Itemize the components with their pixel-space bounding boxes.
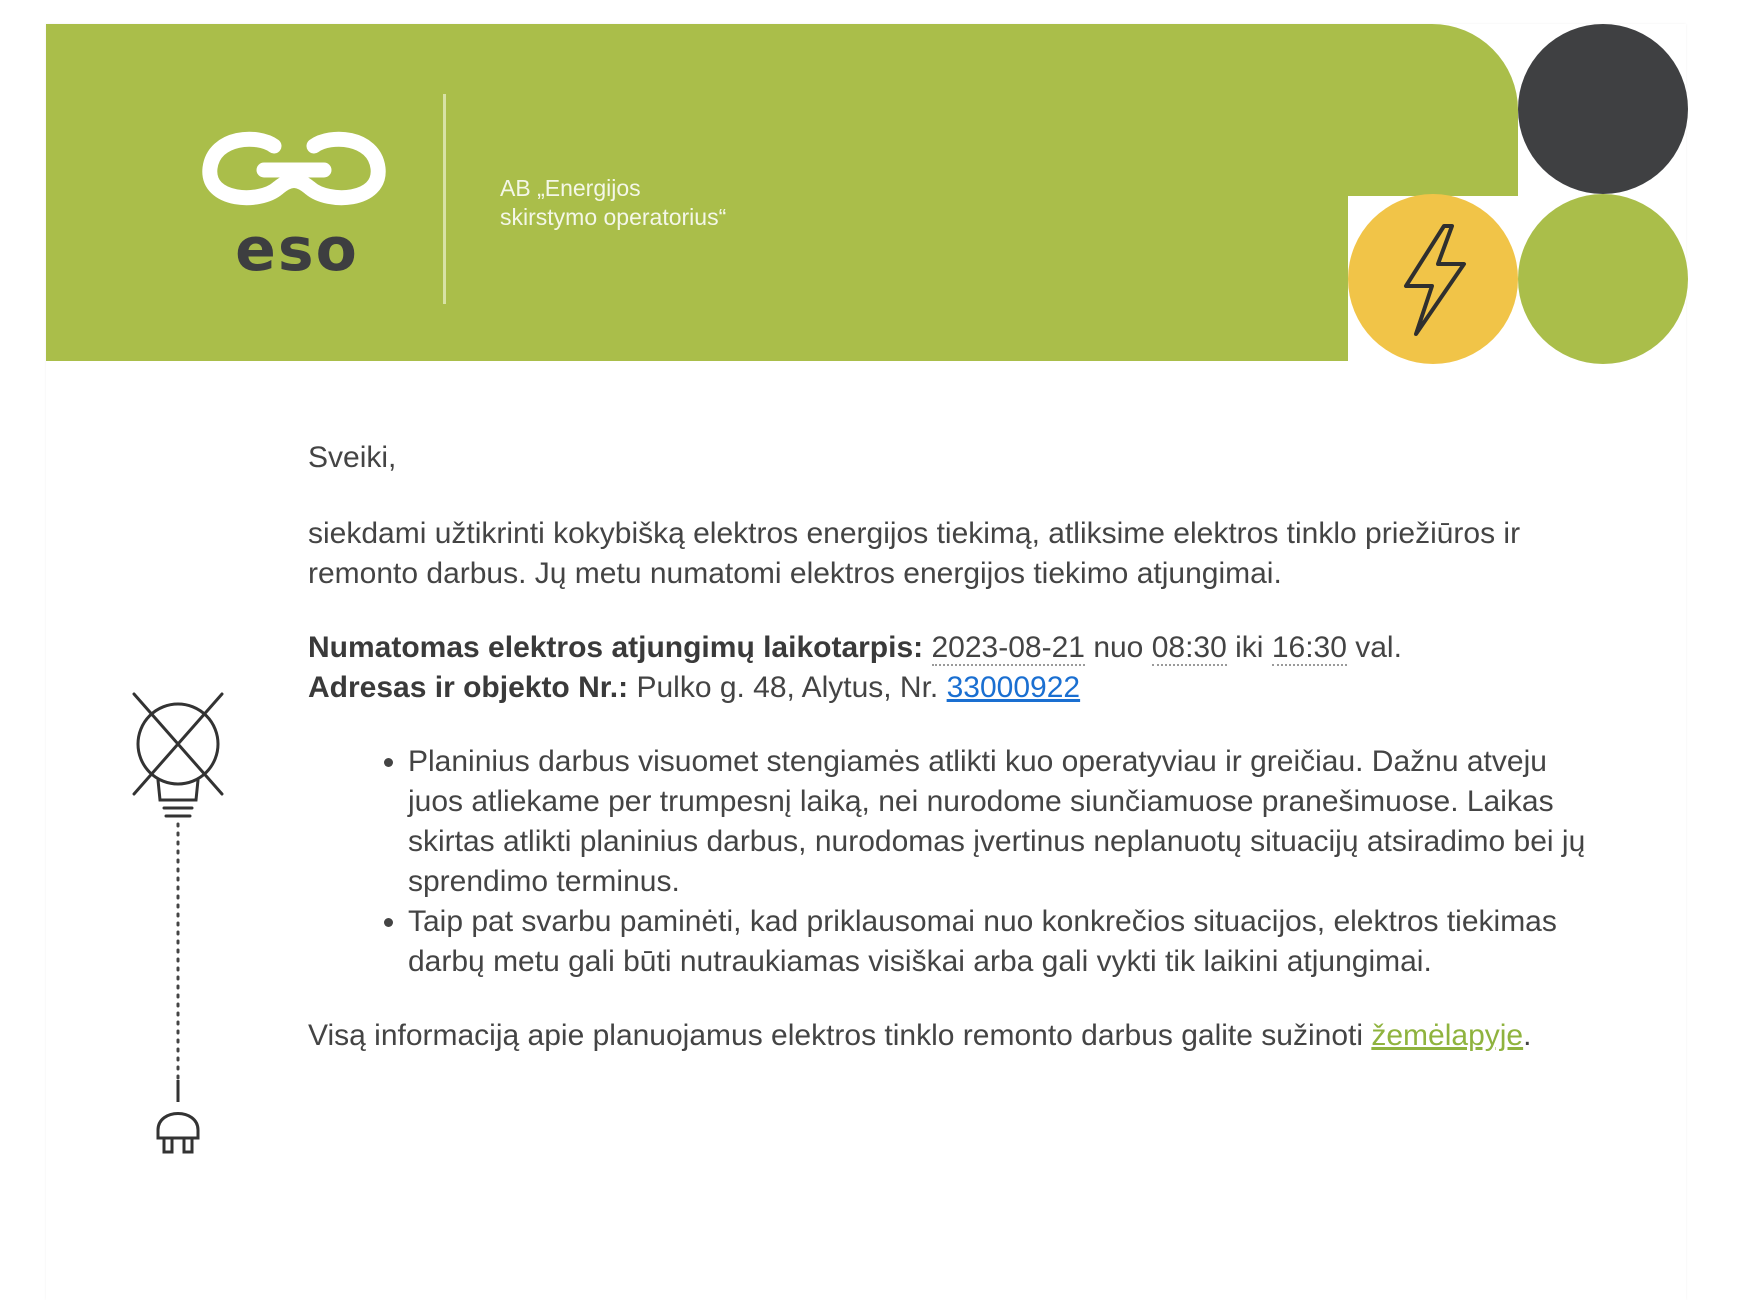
lightning-bolt-icon (1386, 220, 1482, 340)
outage-start-time[interactable]: 08:30 (1151, 631, 1227, 664)
footer-paragraph (308, 1016, 1608, 1056)
address-value: Pulko g. 48, Alytus, Nr. (636, 671, 939, 704)
header-divider (443, 94, 446, 304)
green-circle-decoration (1518, 194, 1688, 364)
greeting: Sveiki, (308, 441, 397, 474)
outage-to-word: iki (1235, 631, 1264, 664)
company-name-line-1: AB „Energijos (500, 175, 641, 201)
address-label: Adresas ir objekto Nr.: (308, 671, 629, 704)
crossed-bulb-icon (134, 694, 222, 816)
list-item: • Taip pat svarbu paminėti, kad priklausomai nuo konkrečios situacijos, elektros tiekimas darbų metu gali būti nutraukiamas visiškai arba gali vykti tik laikini atjungimai. (408, 902, 1608, 982)
plug-icon (158, 1080, 198, 1152)
object-number-link[interactable]: 33000922 (946, 671, 1081, 704)
outage-time-unit: val. (1355, 631, 1402, 664)
notes-list (308, 742, 1608, 982)
company-name (500, 174, 726, 232)
map-link[interactable]: žemėlapyje (1371, 1019, 1524, 1052)
company-name-line-2: skirstymo operatorius“ (500, 204, 727, 230)
outage-period (308, 628, 1608, 668)
power-outage-illustration (130, 690, 250, 1290)
eso-logo-mark (194, 124, 394, 214)
address-line (308, 668, 1608, 708)
eso-logo-text: eso (235, 215, 359, 285)
outage-end-time[interactable]: 16:30 (1271, 631, 1347, 664)
dark-circle-decoration (1518, 24, 1688, 194)
outage-period-label: Numatomas elektros atjungimų laikotarpis: (308, 631, 924, 664)
email-header-banner (46, 24, 1686, 361)
footer-text: Visą informaciją apie planuojamus elektros tinklo remonto darbus galite sužinoti (308, 1019, 1364, 1052)
footer-end: . (1523, 1019, 1532, 1052)
outage-from-word: nuo (1093, 631, 1144, 664)
list-item: • Planinius darbus visuomet stengiamės atlikti kuo operatyviau ir greičiau. Dažnu atveju juos atliekame per trumpesnį laiką, nei nurodome siunčiamuose pranešimuose. Laikas skirtas atlikti planinius darbus, nurodomas įvertinus neplanuotų situacijų atsiradimo bei jų sprendimo terminus. (408, 742, 1608, 902)
outage-date[interactable]: 2023-08-21 (931, 631, 1085, 664)
email-body (308, 438, 1608, 1056)
intro-paragraph: siekdami užtikrinti kokybišką elektros energijos tiekimą, atliksime elektros tinklo priežiūros ir remonto darbus. Jų metu numatomi elektros energijos tiekimo atjungimai. (308, 517, 1521, 590)
